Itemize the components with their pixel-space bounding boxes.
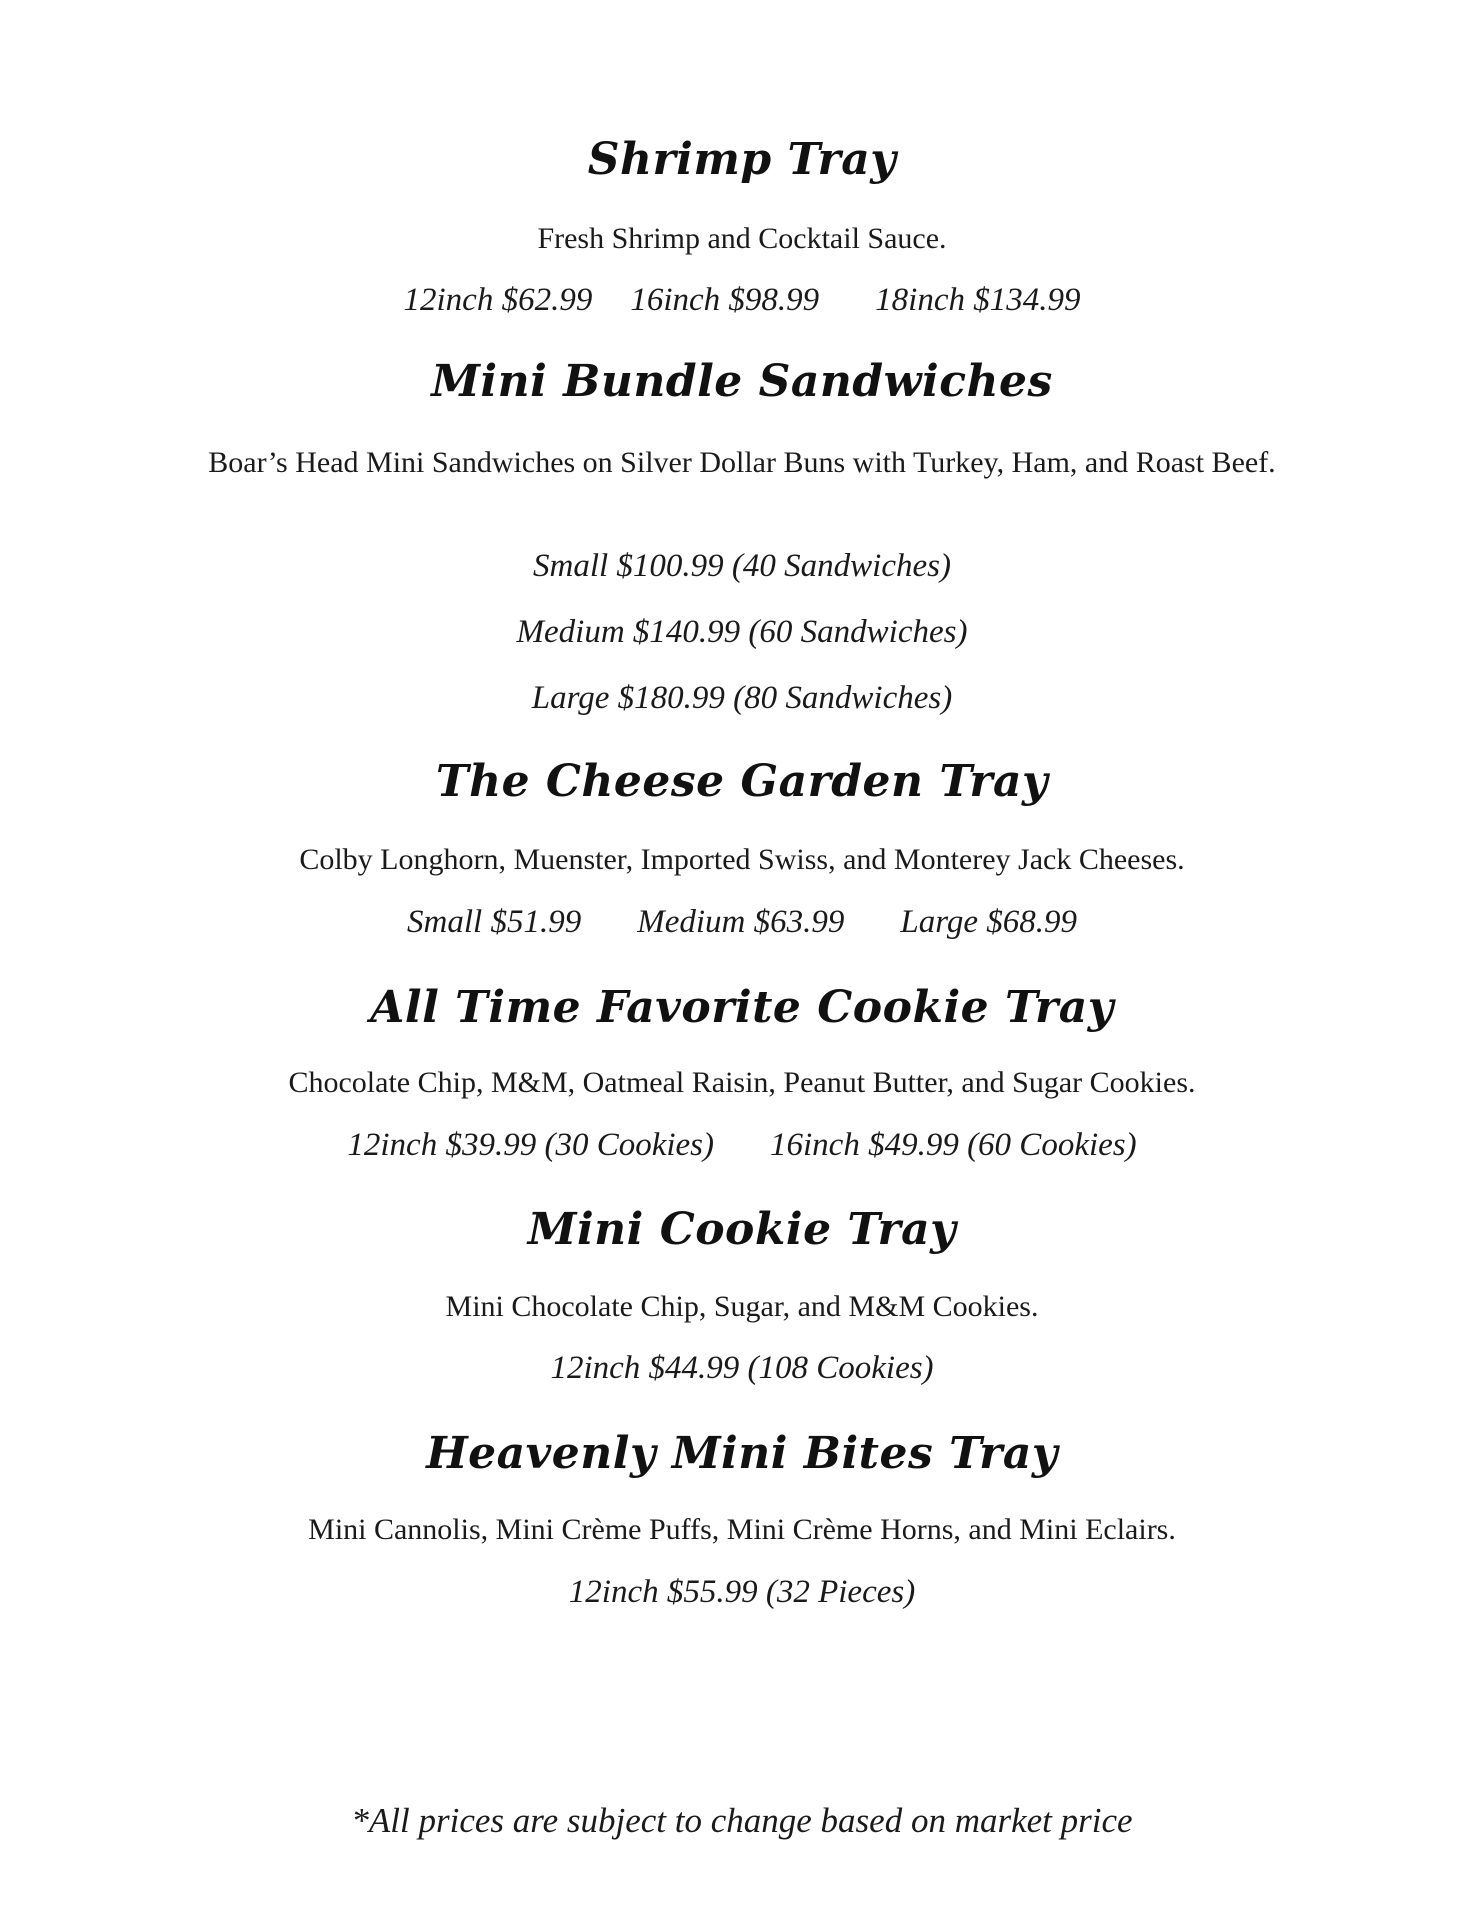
price-line-shrimp-tray	[0, 278, 1484, 322]
price-line-heavenly-mini-bites-tray: 12inch $55.99 (32 Pieces)	[568, 1574, 916, 1610]
price-item: 12inch $62.99	[403, 282, 593, 318]
section-description-shrimp-tray: Fresh Shrimp and Cocktail Sauce.	[537, 222, 947, 255]
price-item: 16inch $49.99 (60 Cookies)	[770, 1127, 1137, 1163]
price-item: 12inch $39.99 (30 Cookies)	[347, 1127, 714, 1163]
price-item: 16inch $98.99	[630, 282, 820, 318]
section-title-mini-cookie-tray: Mini Cookie Tray	[527, 1204, 957, 1255]
price-line-sandwiches-small: Small $100.99 (40 Sandwiches)	[533, 548, 951, 584]
price-item: Small $51.99	[407, 904, 582, 940]
price-line-sandwiches-large: Large $180.99 (80 Sandwiches)	[531, 680, 953, 716]
price-line-mini-cookie-tray: 12inch $44.99 (108 Cookies)	[550, 1350, 934, 1386]
section-title-mini-bundle-sandwiches: Mini Bundle Sandwiches	[431, 356, 1053, 407]
price-line-sandwiches-medium: Medium $140.99 (60 Sandwiches)	[516, 614, 968, 650]
price-line-favorite-cookie-tray	[0, 1123, 1484, 1167]
section-description-cheese-garden-tray: Colby Longhorn, Muenster, Imported Swiss, and Monterey Jack Cheeses.	[299, 843, 1185, 876]
section-title-favorite-cookie-tray: All Time Favorite Cookie Tray	[370, 982, 1114, 1033]
section-description-mini-bundle-sandwiches: Boar’s Head Mini Sandwiches on Silver Dollar Buns with Turkey, Ham, and Roast Beef.	[208, 446, 1276, 479]
section-title-cheese-garden-tray: The Cheese Garden Tray	[435, 756, 1049, 807]
section-title-heavenly-mini-bites-tray: Heavenly Mini Bites Tray	[426, 1428, 1058, 1479]
section-description-heavenly-mini-bites-tray: Mini Cannolis, Mini Crème Puffs, Mini Crème Horns, and Mini Eclairs.	[308, 1513, 1176, 1546]
section-title-shrimp-tray: Shrimp Tray	[587, 134, 897, 185]
section-description-mini-cookie-tray: Mini Chocolate Chip, Sugar, and M&M Cookies.	[445, 1290, 1039, 1323]
price-item: 18inch $134.99	[875, 282, 1081, 318]
price-disclaimer-footnote: *All prices are subject to change based on market price	[351, 1801, 1133, 1840]
price-item: Large $68.99	[900, 904, 1077, 940]
section-description-favorite-cookie-tray: Chocolate Chip, M&M, Oatmeal Raisin, Peanut Butter, and Sugar Cookies.	[288, 1066, 1196, 1099]
price-line-cheese-garden-tray	[0, 900, 1484, 944]
price-item: Medium $63.99	[637, 904, 845, 940]
